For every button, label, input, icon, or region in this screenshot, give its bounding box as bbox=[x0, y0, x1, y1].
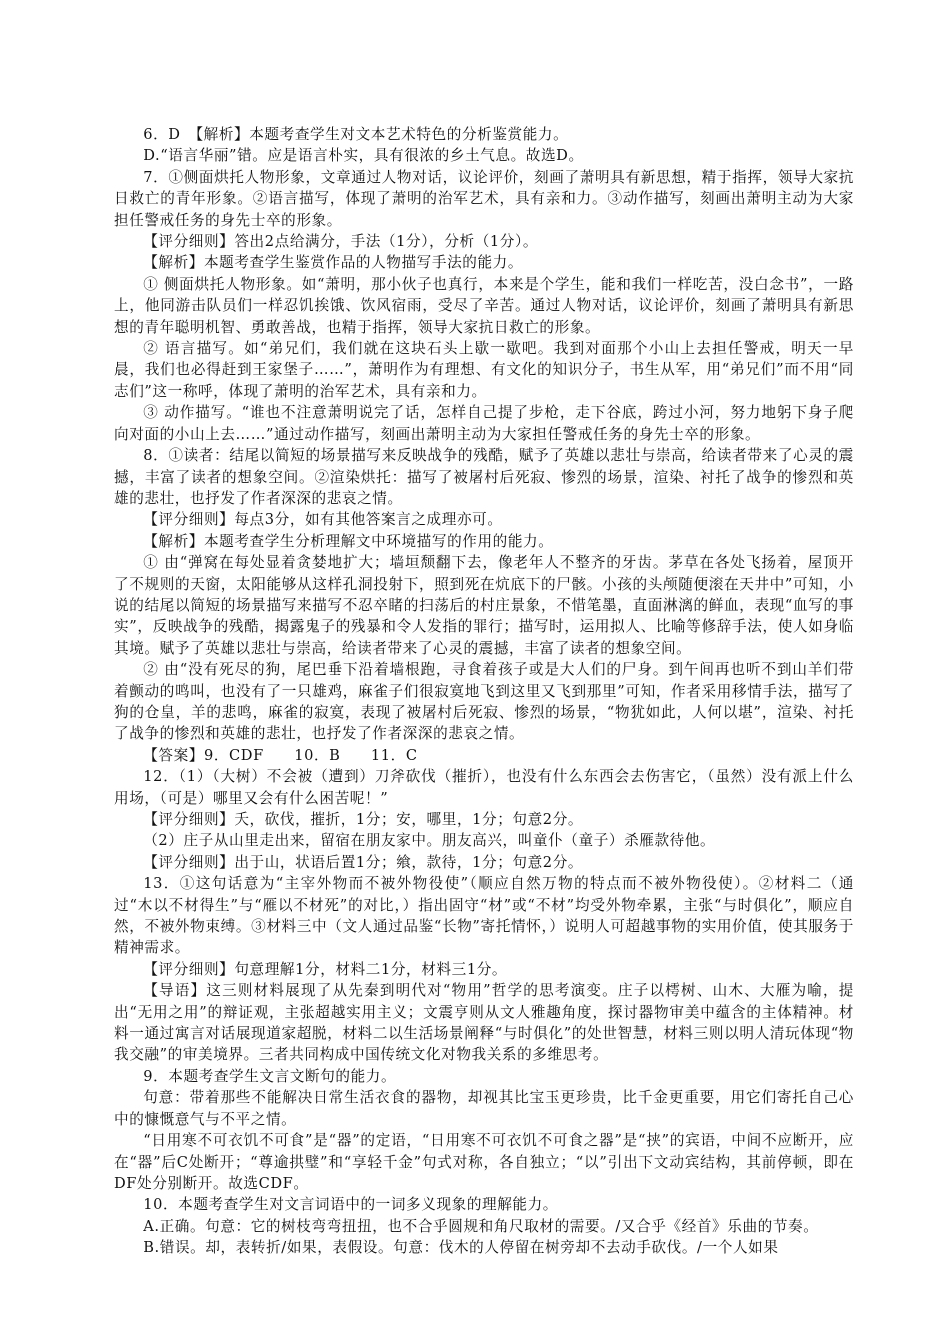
paragraph: 9．本题考查学生文言文断句的能力。 bbox=[143, 1067, 397, 1085]
paragraph: “日用寒不可衣饥不可食”是“器”的定语，“日用寒不可衣饥不可食之器”是“挟”的宾语，中间不应断开，应在“器”后C处断开；“尊逾拱璧”和“享轻千金”句式对称，各自独立；“以”引出下文动宾结构，其前停顿，即在DF处分别断开。故选CDF。 bbox=[114, 1132, 854, 1192]
answer-analysis-page bbox=[114, 124, 854, 1259]
paragraph: （2）庄子从山里走出来，留宿在朋友家中。朋友高兴，叫童仆（童子）杀雁款待他。 bbox=[143, 832, 716, 850]
paragraph: ② 语言描写。如“弟兄们，我们就在这块石头上歇一歇吧。我到对面那个小山上去担任警戒，明天一早晨，我们也必得赶到王家堡子……”，萧明作为有理想、有文化的知识分子，书生从军，用“弟兄们”而不用“同志们”这一称呼，体现了萧明的治军艺术，具有亲和力。 bbox=[114, 340, 854, 400]
paragraph: 【评分细则】夭，砍伐，摧折，1分；安，哪里，1分；句意2分。 bbox=[143, 811, 584, 828]
paragraph: 【评分细则】每点3分，如有其他答案言之成理亦可。 bbox=[143, 511, 503, 529]
paragraph: 7．①侧面烘托人物形象，文章通过人物对话，议论评价，刻画了萧明具有新思想，精于指挥，领导大家抗日救亡的青年形象。②语言描写，体现了萧明的治军艺术，具有亲和力。③动作描写，刻画出萧明主动为大家担任警戒任务的身先士卒的形象。 bbox=[114, 168, 854, 229]
paragraph: 10．本题考查学生对文言词语中的一词多义现象的理解能力。 bbox=[143, 1196, 558, 1214]
paragraph: ① 由“弹窝在每处显着贪婪地扩大；墙垣颓翻下去，像老年人不整齐的牙齿。茅草在各处飞扬着，屋顶开了不规则的天窗，太阳能够从这样孔洞投射下，照到死在炕底下的尸骸。小孩的头颅随便滚在天井中”可知，小说的结尾以简短的场景描写来描写不忍卒睹的扫荡后的村庄景象，不惜笔墨，直面淋漓的鲜血，表现“血写的事实”，反映战争的残酷，揭露鬼子的残暴和令人发指的罪行；描写时，运用拟人、比喻等修辞手法，使人如身临其境。赋予了英雄以悲壮与崇高，给读者带来了心灵的震撼，丰富了读者的想象空间。 bbox=[114, 554, 854, 657]
paragraph: 6．D 【解析】本题考查学生对文本艺术特色的分析鉴赏能力。 bbox=[143, 126, 569, 143]
paragraph: 【答案】9．CDF 10．B 11．C bbox=[143, 746, 418, 764]
paragraph: A.正确。句意：它的树枝弯弯扭扭，也不合乎圆规和角尺取材的需要。/又合乎《经首》乐曲的节奏。 bbox=[143, 1217, 819, 1235]
paragraph: 8．①读者：结尾以简短的场景描写来反映战争的残酷，赋予了英雄以悲壮与崇高，给读者带来了心灵的震撼，丰富了读者的想象空间。②渲染烘托：描写了被屠村后死寂、惨烈的场景，渲染、衬托了战争的惨烈和英雄的悲壮，也抒发了作者深深的悲哀之情。 bbox=[114, 447, 854, 507]
paragraph: 【解析】本题考查学生分析理解文中环境描写的作用的能力。 bbox=[143, 532, 554, 550]
paragraph: 【评分细则】出于山，状语后置1分；飨，款待，1分；句意2分。 bbox=[143, 853, 584, 871]
paragraph: D.“语言华丽”错。应是语言朴实，具有很浓的乡土气息。故选D。 bbox=[143, 147, 584, 165]
paragraph: ① 侧面烘托人物形象。如“萧明，那小伙子也真行，本来是个学生，能和我们一样吃苦，没白念书”，一路上，他同游击队员们一样忍饥挨饿、饮风宿雨，受尽了辛苦。通过人物对话，议论评价，刻画了萧明具有新思想的青年聪明机智、勇敢善战，也精于指挥，领导大家抗日救亡的形象。 bbox=[114, 275, 854, 336]
paragraph: B.错误。却，表转折/如果，表假设。句意：伐木的人停留在树旁却不去动手砍伐。/一个人如果 bbox=[143, 1239, 779, 1257]
paragraph: 13．①这句话意为“主宰外物而不被外物役使”（顺应自然万物的特点而不被外物役使）。②材料二（通过“木以不材得生”与“雁以不材死”的对比，）指出固守“材”或“不材”均受外物牵累，主张“与时俱化”，顺应自然，不被外物束缚。③材料三中（文人通过品鉴“长物”寄托情怀，）说明人可超越事物的实用价值，使其服务于精神需求。 bbox=[114, 875, 854, 957]
paragraph: 12．（1）（大树）不会被（遭到）刀斧砍伐（摧折），也没有什么东西会去伤害它，（虽然）没有派上什么用场，（可是）哪里又会有什么困苦呢！” bbox=[114, 768, 854, 807]
paragraph: 【评分细则】答出2点给满分，手法（1分），分析（1分）。 bbox=[143, 233, 539, 251]
paragraph: 句意：带着那些不能解决日常生活衣食的器物，却视其比宝玉更珍贵，比千金更重要，用它们寄托自己心中的慷慨意气与不平之情。 bbox=[114, 1089, 854, 1128]
paragraph: 【导语】这三则材料展现了从先秦到明代对“物用”哲学的思考演变。庄子以樗树、山木、大雁为喻，提出“无用之用”的辩证观，主张超越实用主义；文震亨则从文人雅趣角度，探讨器物审美中蕴含的主体精神。材料一通过寓言对话展现道家超脱，材料二以生活场景阐释“与时俱化”的处世智慧，材料三则以明人清玩体现“物我交融”的审美境界。三者共同构成中国传统文化对物我关系的多维思考。 bbox=[114, 982, 854, 1064]
paragraph: ② 由“没有死尽的狗，尾巴垂下沿着墙根跑，寻食着孩子或是大人们的尸身。到午间再也听不到山羊们带着颤动的鸣叫，也没有了一只雄鸡，麻雀子们很寂寞地飞到这里又飞到那里”可知，作者采用移情手法，描写了狗的仓皇，羊的悲鸣，麻雀的寂寞，表现了被屠村后死寂、惨烈的场景，“物犹如此，人何以堪”，渲染、衬托了战争的惨烈和英雄的悲壮，也抒发了作者深深的悲哀之情。 bbox=[114, 661, 854, 743]
paragraph: 【解析】本题考查学生鉴赏作品的人物描写手法的能力。 bbox=[143, 254, 524, 272]
paragraph: ③ 动作描写。“谁也不注意萧明说完了话，怎样自己提了步枪，走下谷底，跨过小河，努力地躬下身子爬向对面的小山上去……”通过动作描写，刻画出萧明主动为大家担任警戒任务的身先士卒的形象。 bbox=[114, 404, 854, 443]
paragraph: 【评分细则】句意理解1分，材料二1分，材料三1分。 bbox=[143, 960, 508, 978]
